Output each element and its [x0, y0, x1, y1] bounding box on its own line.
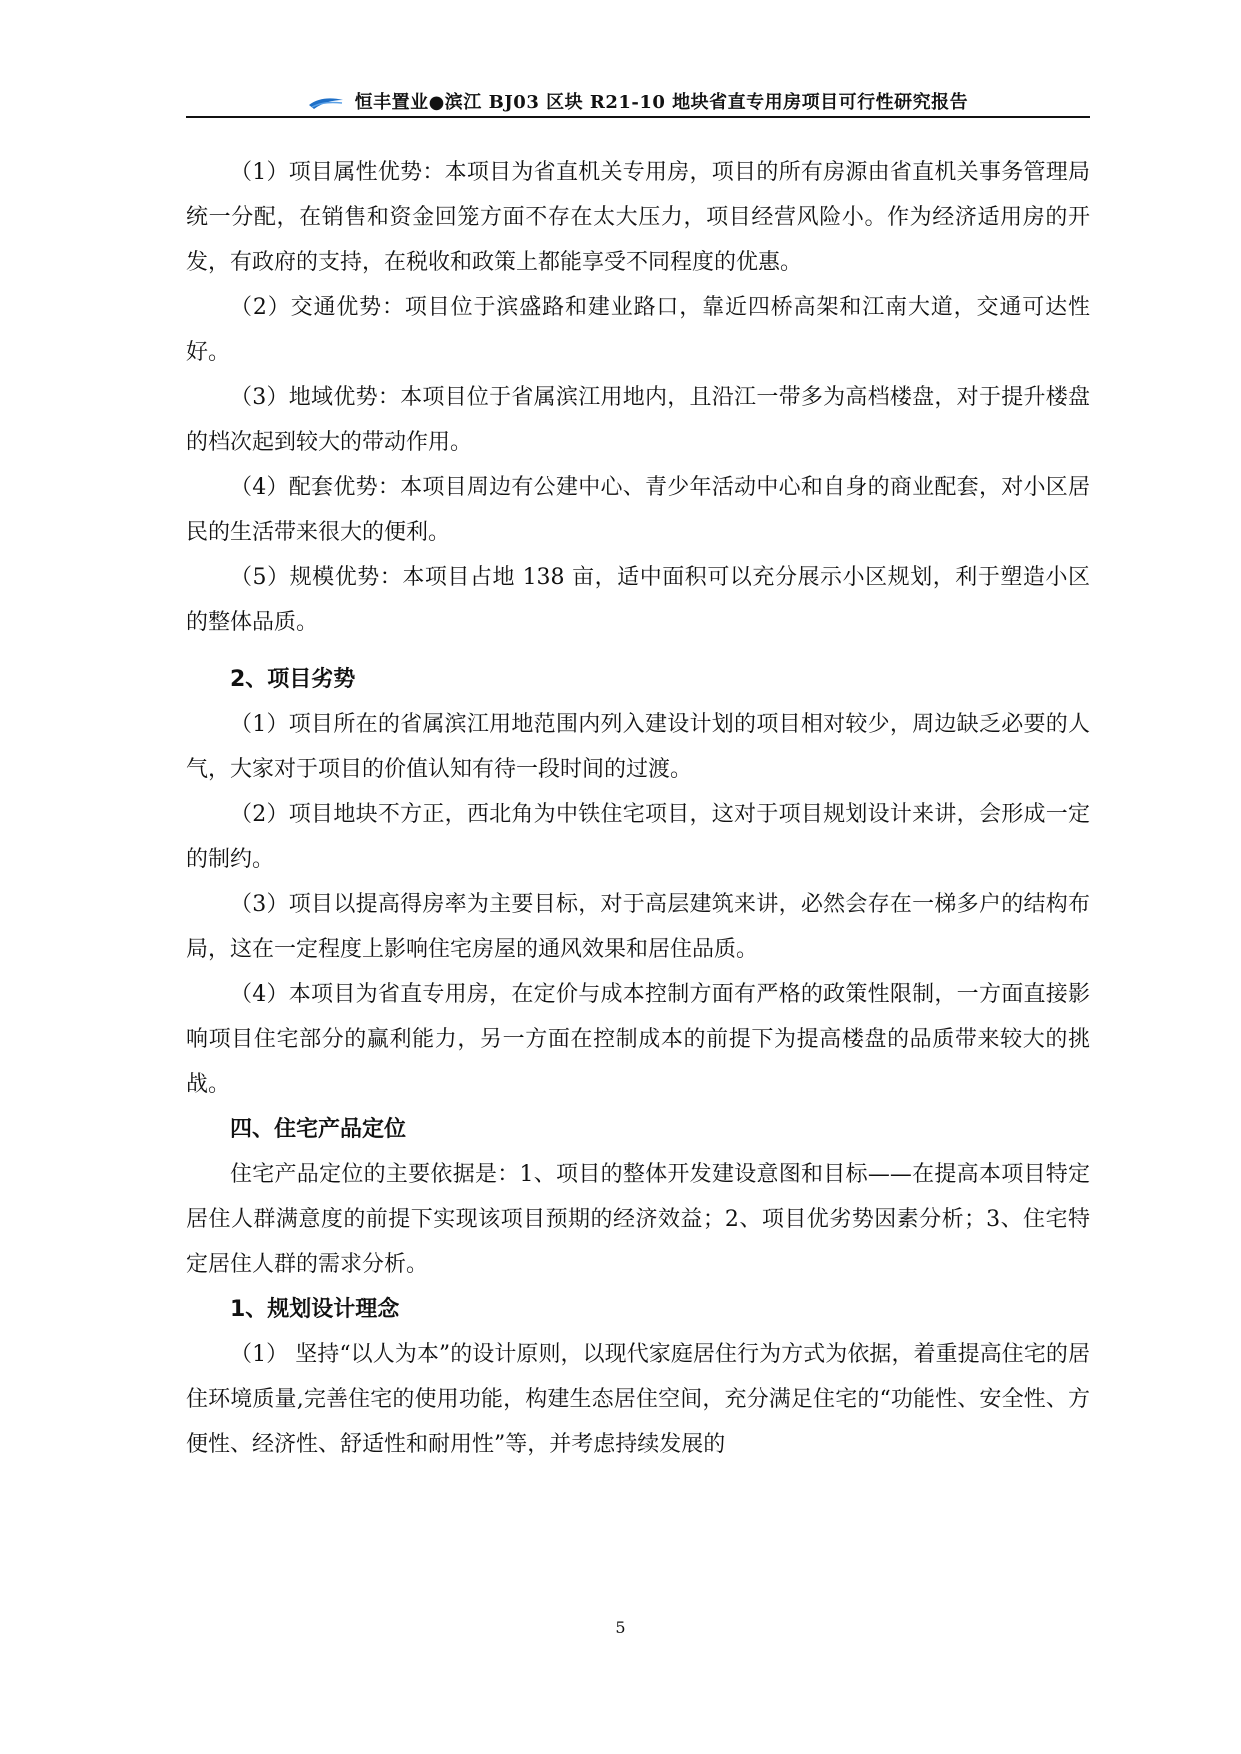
disadvantage-paragraph-4: （4）本项目为省直专用房，在定价与成本控制方面有严格的政策性限制，一方面直接影响项目住宅部分的赢利能力，另一方面在控制成本的前提下为提高楼盘的品质带来较大的挑战。	[186, 982, 1090, 1097]
advantage-paragraph-5: （5）规模优势：本项目占地 138 亩，适中面积可以充分展示小区规划，利于塑造小区的整体品质。	[186, 565, 1090, 635]
disadvantage-paragraph-2: （2）项目地块不方正，西北角为中铁住宅项目，这对于项目规划设计来讲，会形成一定的制约。	[186, 802, 1090, 872]
page-header	[186, 84, 1090, 120]
advantage-paragraph-3: （3）地域优势：本项目位于省属滨江用地内，且沿江一带多为高档楼盘，对于提升楼盘的档次起到较大的带动作用。	[186, 385, 1090, 455]
header-divider	[186, 116, 1090, 118]
page-number: 5	[615, 1618, 626, 1637]
advantage-paragraph-4: （4）配套优势：本项目周边有公建中心、青少年活动中心和自身的商业配套，对小区居民的生活带来很大的便利。	[186, 475, 1090, 545]
section-heading-positioning: 四、住宅产品定位	[230, 1117, 407, 1142]
positioning-paragraph: 住宅产品定位的主要依据是：1、项目的整体开发建设意图和目标——在提高本项目特定居住人群满意度的前提下实现该项目预期的经济效益；2、项目优劣势因素分析；3、住宅特定居住人群的需求分析。	[186, 1162, 1090, 1277]
page-body	[186, 150, 1090, 1467]
header-title: 恒丰置业●滨江 BJ03 区块 R21-10 地块省直专用房项目可行性研究报告	[354, 92, 969, 113]
advantage-paragraph-2: （2）交通优势：项目位于滨盛路和建业路口，靠近四桥高架和江南大道，交通可达性好。	[186, 295, 1090, 365]
disadvantage-paragraph-3: （3）项目以提高得房率为主要目标，对于高层建筑来讲，必然会存在一梯多户的结构布局，这在一定程度上影响住宅房屋的通风效果和居住品质。	[186, 892, 1090, 962]
swoosh-logo-icon	[308, 96, 344, 110]
disadvantage-paragraph-1: （1）项目所在的省属滨江用地范围内列入建设计划的项目相对较少，周边缺乏必要的人气，大家对于项目的价值认知有待一段时间的过渡。	[186, 712, 1090, 782]
advantage-paragraph-1: （1）项目属性优势：本项目为省直机关专用房，项目的所有房源由省直机关事务管理局统一分配，在销售和资金回笼方面不存在太大压力，项目经营风险小。作为经济适用房的开发，有政府的支持，在税收和政策上都能享受不同程度的优惠。	[186, 160, 1090, 275]
section-heading-disadvantage: 2、项目劣势	[230, 667, 356, 692]
section-heading-design-concept: 1、规划设计理念	[230, 1297, 400, 1322]
design-concept-paragraph-1: （1） 坚持“以人为本”的设计原则，以现代家庭居住行为方式为依据，着重提高住宅的居住环境质量,完善住宅的使用功能，构建生态居住空间，充分满足住宅的“功能性、安全性、方便性、经济性、舒适性和耐用性”等，并考虑持续发展的	[186, 1342, 1090, 1457]
header-title-row	[186, 88, 1090, 114]
